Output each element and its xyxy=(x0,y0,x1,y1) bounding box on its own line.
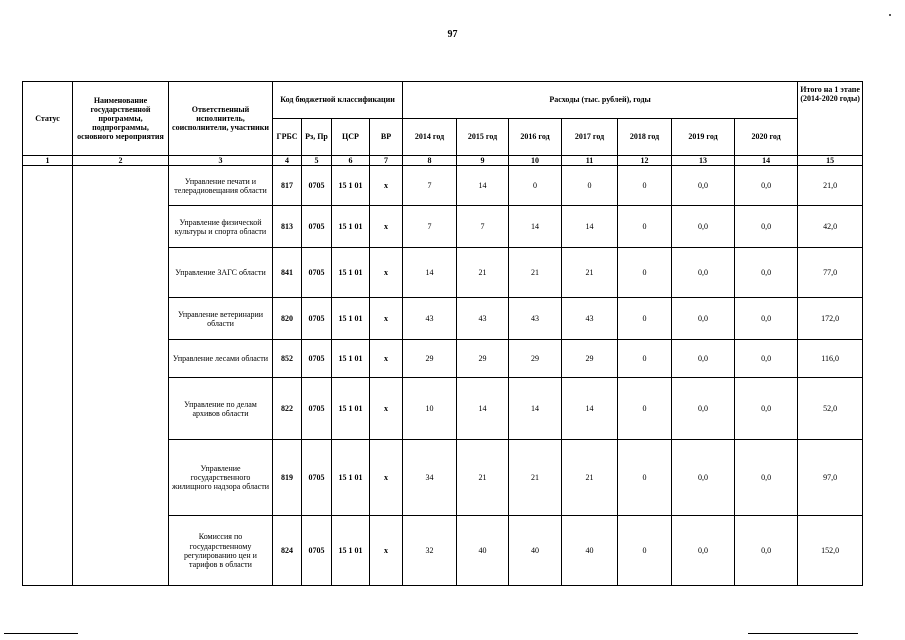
year-value-cell: 29 xyxy=(457,340,509,378)
table-body xyxy=(23,166,863,586)
header-row-1 xyxy=(23,82,863,119)
owner-cell: Управление печати и телерадиовещания области xyxy=(169,166,273,206)
column-number: 1 xyxy=(23,156,73,166)
year-value-cell: 14 xyxy=(562,378,618,440)
rz-pr-cell: 0705 xyxy=(302,378,332,440)
year-value-cell: 0,0 xyxy=(672,340,735,378)
header-program-name: Наименование государственной программы, подпрограммы, основного мероприятия xyxy=(73,82,169,156)
year-value-cell: 40 xyxy=(562,516,618,586)
year-value-cell: 14 xyxy=(457,166,509,206)
csr-cell: 15 1 01 xyxy=(332,206,370,248)
column-number: 3 xyxy=(169,156,273,166)
column-number: 6 xyxy=(332,156,370,166)
year-value-cell: 34 xyxy=(403,440,457,516)
vr-cell: х xyxy=(370,340,403,378)
rz-pr-cell: 0705 xyxy=(302,166,332,206)
year-value-cell: 29 xyxy=(509,340,562,378)
vr-cell: х xyxy=(370,248,403,298)
total-cell: 97,0 xyxy=(798,440,863,516)
total-cell: 77,0 xyxy=(798,248,863,298)
year-value-cell: 43 xyxy=(403,298,457,340)
grbs-cell: 819 xyxy=(273,440,302,516)
year-value-cell: 0,0 xyxy=(735,248,798,298)
year-value-cell: 29 xyxy=(562,340,618,378)
year-value-cell: 0,0 xyxy=(735,378,798,440)
total-cell: 116,0 xyxy=(798,340,863,378)
year-value-cell: 0 xyxy=(509,166,562,206)
rz-pr-cell: 0705 xyxy=(302,206,332,248)
header-year-2015: 2015 год xyxy=(457,119,509,156)
scan-dot xyxy=(889,14,891,16)
rz-pr-cell: 0705 xyxy=(302,248,332,298)
year-value-cell: 14 xyxy=(509,206,562,248)
year-value-cell: 0,0 xyxy=(735,298,798,340)
total-cell: 21,0 xyxy=(798,166,863,206)
csr-cell: 15 1 01 xyxy=(332,298,370,340)
owner-cell: Управление лесами области xyxy=(169,340,273,378)
year-value-cell: 32 xyxy=(403,516,457,586)
header-rz-pr: Рз, Пр xyxy=(302,119,332,156)
grbs-cell: 841 xyxy=(273,248,302,298)
grbs-cell: 824 xyxy=(273,516,302,586)
csr-cell: 15 1 01 xyxy=(332,166,370,206)
header-grbs: ГРБС xyxy=(273,119,302,156)
header-year-2016: 2016 год xyxy=(509,119,562,156)
year-value-cell: 0,0 xyxy=(672,440,735,516)
page-number: 97 xyxy=(447,29,458,40)
year-value-cell: 21 xyxy=(562,248,618,298)
header-csr: ЦСР xyxy=(332,119,370,156)
year-value-cell: 0,0 xyxy=(672,206,735,248)
rz-pr-cell: 0705 xyxy=(302,298,332,340)
year-value-cell: 0,0 xyxy=(672,248,735,298)
year-value-cell: 43 xyxy=(509,298,562,340)
year-value-cell: 0 xyxy=(618,166,672,206)
csr-cell: 15 1 01 xyxy=(332,340,370,378)
year-value-cell: 0 xyxy=(618,340,672,378)
total-cell: 152,0 xyxy=(798,516,863,586)
year-value-cell: 0,0 xyxy=(735,206,798,248)
year-value-cell: 14 xyxy=(457,378,509,440)
year-value-cell: 21 xyxy=(509,248,562,298)
column-number: 7 xyxy=(370,156,403,166)
year-value-cell: 14 xyxy=(403,248,457,298)
year-value-cell: 0,0 xyxy=(672,166,735,206)
year-value-cell: 0 xyxy=(618,440,672,516)
total-cell: 42,0 xyxy=(798,206,863,248)
header-vr: ВР xyxy=(370,119,403,156)
year-value-cell: 21 xyxy=(509,440,562,516)
year-value-cell: 0,0 xyxy=(672,298,735,340)
column-number: 15 xyxy=(798,156,863,166)
vr-cell: х xyxy=(370,298,403,340)
year-value-cell: 21 xyxy=(457,248,509,298)
header-status: Статус xyxy=(23,82,73,156)
rz-pr-cell: 0705 xyxy=(302,516,332,586)
year-value-cell: 43 xyxy=(457,298,509,340)
csr-cell: 15 1 01 xyxy=(332,378,370,440)
year-value-cell: 40 xyxy=(457,516,509,586)
year-value-cell: 0 xyxy=(618,516,672,586)
year-value-cell: 0,0 xyxy=(735,440,798,516)
header-responsible: Ответственный исполнитель, соисполнители, участники xyxy=(169,82,273,156)
column-number: 2 xyxy=(73,156,169,166)
status-cell xyxy=(23,166,73,586)
column-number-row xyxy=(23,156,863,166)
year-value-cell: 7 xyxy=(403,166,457,206)
column-number: 8 xyxy=(403,156,457,166)
year-value-cell: 0 xyxy=(618,206,672,248)
owner-cell: Управление физической культуры и спорта области xyxy=(169,206,273,248)
csr-cell: 15 1 01 xyxy=(332,440,370,516)
column-number: 4 xyxy=(273,156,302,166)
year-value-cell: 0,0 xyxy=(672,516,735,586)
grbs-cell: 852 xyxy=(273,340,302,378)
vr-cell: х xyxy=(370,166,403,206)
rz-pr-cell: 0705 xyxy=(302,440,332,516)
owner-cell: Управление ветеринарии области xyxy=(169,298,273,340)
csr-cell: 15 1 01 xyxy=(332,248,370,298)
year-value-cell: 0,0 xyxy=(672,378,735,440)
owner-cell: Комиссия по государственному регулированию цен и тарифов в области xyxy=(169,516,273,586)
grbs-cell: 822 xyxy=(273,378,302,440)
year-value-cell: 7 xyxy=(403,206,457,248)
budget-table xyxy=(22,81,863,586)
program-name-cell xyxy=(73,166,169,586)
year-value-cell: 43 xyxy=(562,298,618,340)
column-number: 5 xyxy=(302,156,332,166)
year-value-cell: 0,0 xyxy=(735,166,798,206)
year-value-cell: 21 xyxy=(457,440,509,516)
header-year-2017: 2017 год xyxy=(562,119,618,156)
footer-rule-right xyxy=(748,633,858,634)
year-value-cell: 7 xyxy=(457,206,509,248)
year-value-cell: 29 xyxy=(403,340,457,378)
header-budget-code: Код бюджетной классификации xyxy=(273,82,403,119)
year-value-cell: 21 xyxy=(562,440,618,516)
year-value-cell: 0,0 xyxy=(735,516,798,586)
vr-cell: х xyxy=(370,378,403,440)
year-value-cell: 14 xyxy=(562,206,618,248)
rz-pr-cell: 0705 xyxy=(302,340,332,378)
column-number: 12 xyxy=(618,156,672,166)
year-value-cell: 0 xyxy=(618,378,672,440)
year-value-cell: 0 xyxy=(618,298,672,340)
grbs-cell: 820 xyxy=(273,298,302,340)
column-number: 9 xyxy=(457,156,509,166)
column-number: 14 xyxy=(735,156,798,166)
vr-cell: х xyxy=(370,440,403,516)
column-number: 13 xyxy=(672,156,735,166)
owner-cell: Управление по делам архивов области xyxy=(169,378,273,440)
year-value-cell: 0 xyxy=(618,248,672,298)
owner-cell: Управление государственного жилищного надзора области xyxy=(169,440,273,516)
csr-cell: 15 1 01 xyxy=(332,516,370,586)
grbs-cell: 817 xyxy=(273,166,302,206)
total-cell: 52,0 xyxy=(798,378,863,440)
year-value-cell: 0,0 xyxy=(735,340,798,378)
column-number: 10 xyxy=(509,156,562,166)
column-number: 11 xyxy=(562,156,618,166)
year-value-cell: 0 xyxy=(562,166,618,206)
year-value-cell: 10 xyxy=(403,378,457,440)
table-row xyxy=(23,166,863,206)
total-cell: 172,0 xyxy=(798,298,863,340)
vr-cell: х xyxy=(370,206,403,248)
header-year-2019: 2019 год xyxy=(672,119,735,156)
header-expenses: Расходы (тыс. рублей), годы xyxy=(403,82,798,119)
header-year-2020: 2020 год xyxy=(735,119,798,156)
year-value-cell: 14 xyxy=(509,378,562,440)
header-year-2018: 2018 год xyxy=(618,119,672,156)
grbs-cell: 813 xyxy=(273,206,302,248)
year-value-cell: 40 xyxy=(509,516,562,586)
owner-cell: Управление ЗАГС области xyxy=(169,248,273,298)
footer-rule-left xyxy=(4,633,78,634)
header-total: Итого на 1 этапе (2014-2020 годы) xyxy=(798,82,863,156)
header-year-2014: 2014 год xyxy=(403,119,457,156)
vr-cell: х xyxy=(370,516,403,586)
